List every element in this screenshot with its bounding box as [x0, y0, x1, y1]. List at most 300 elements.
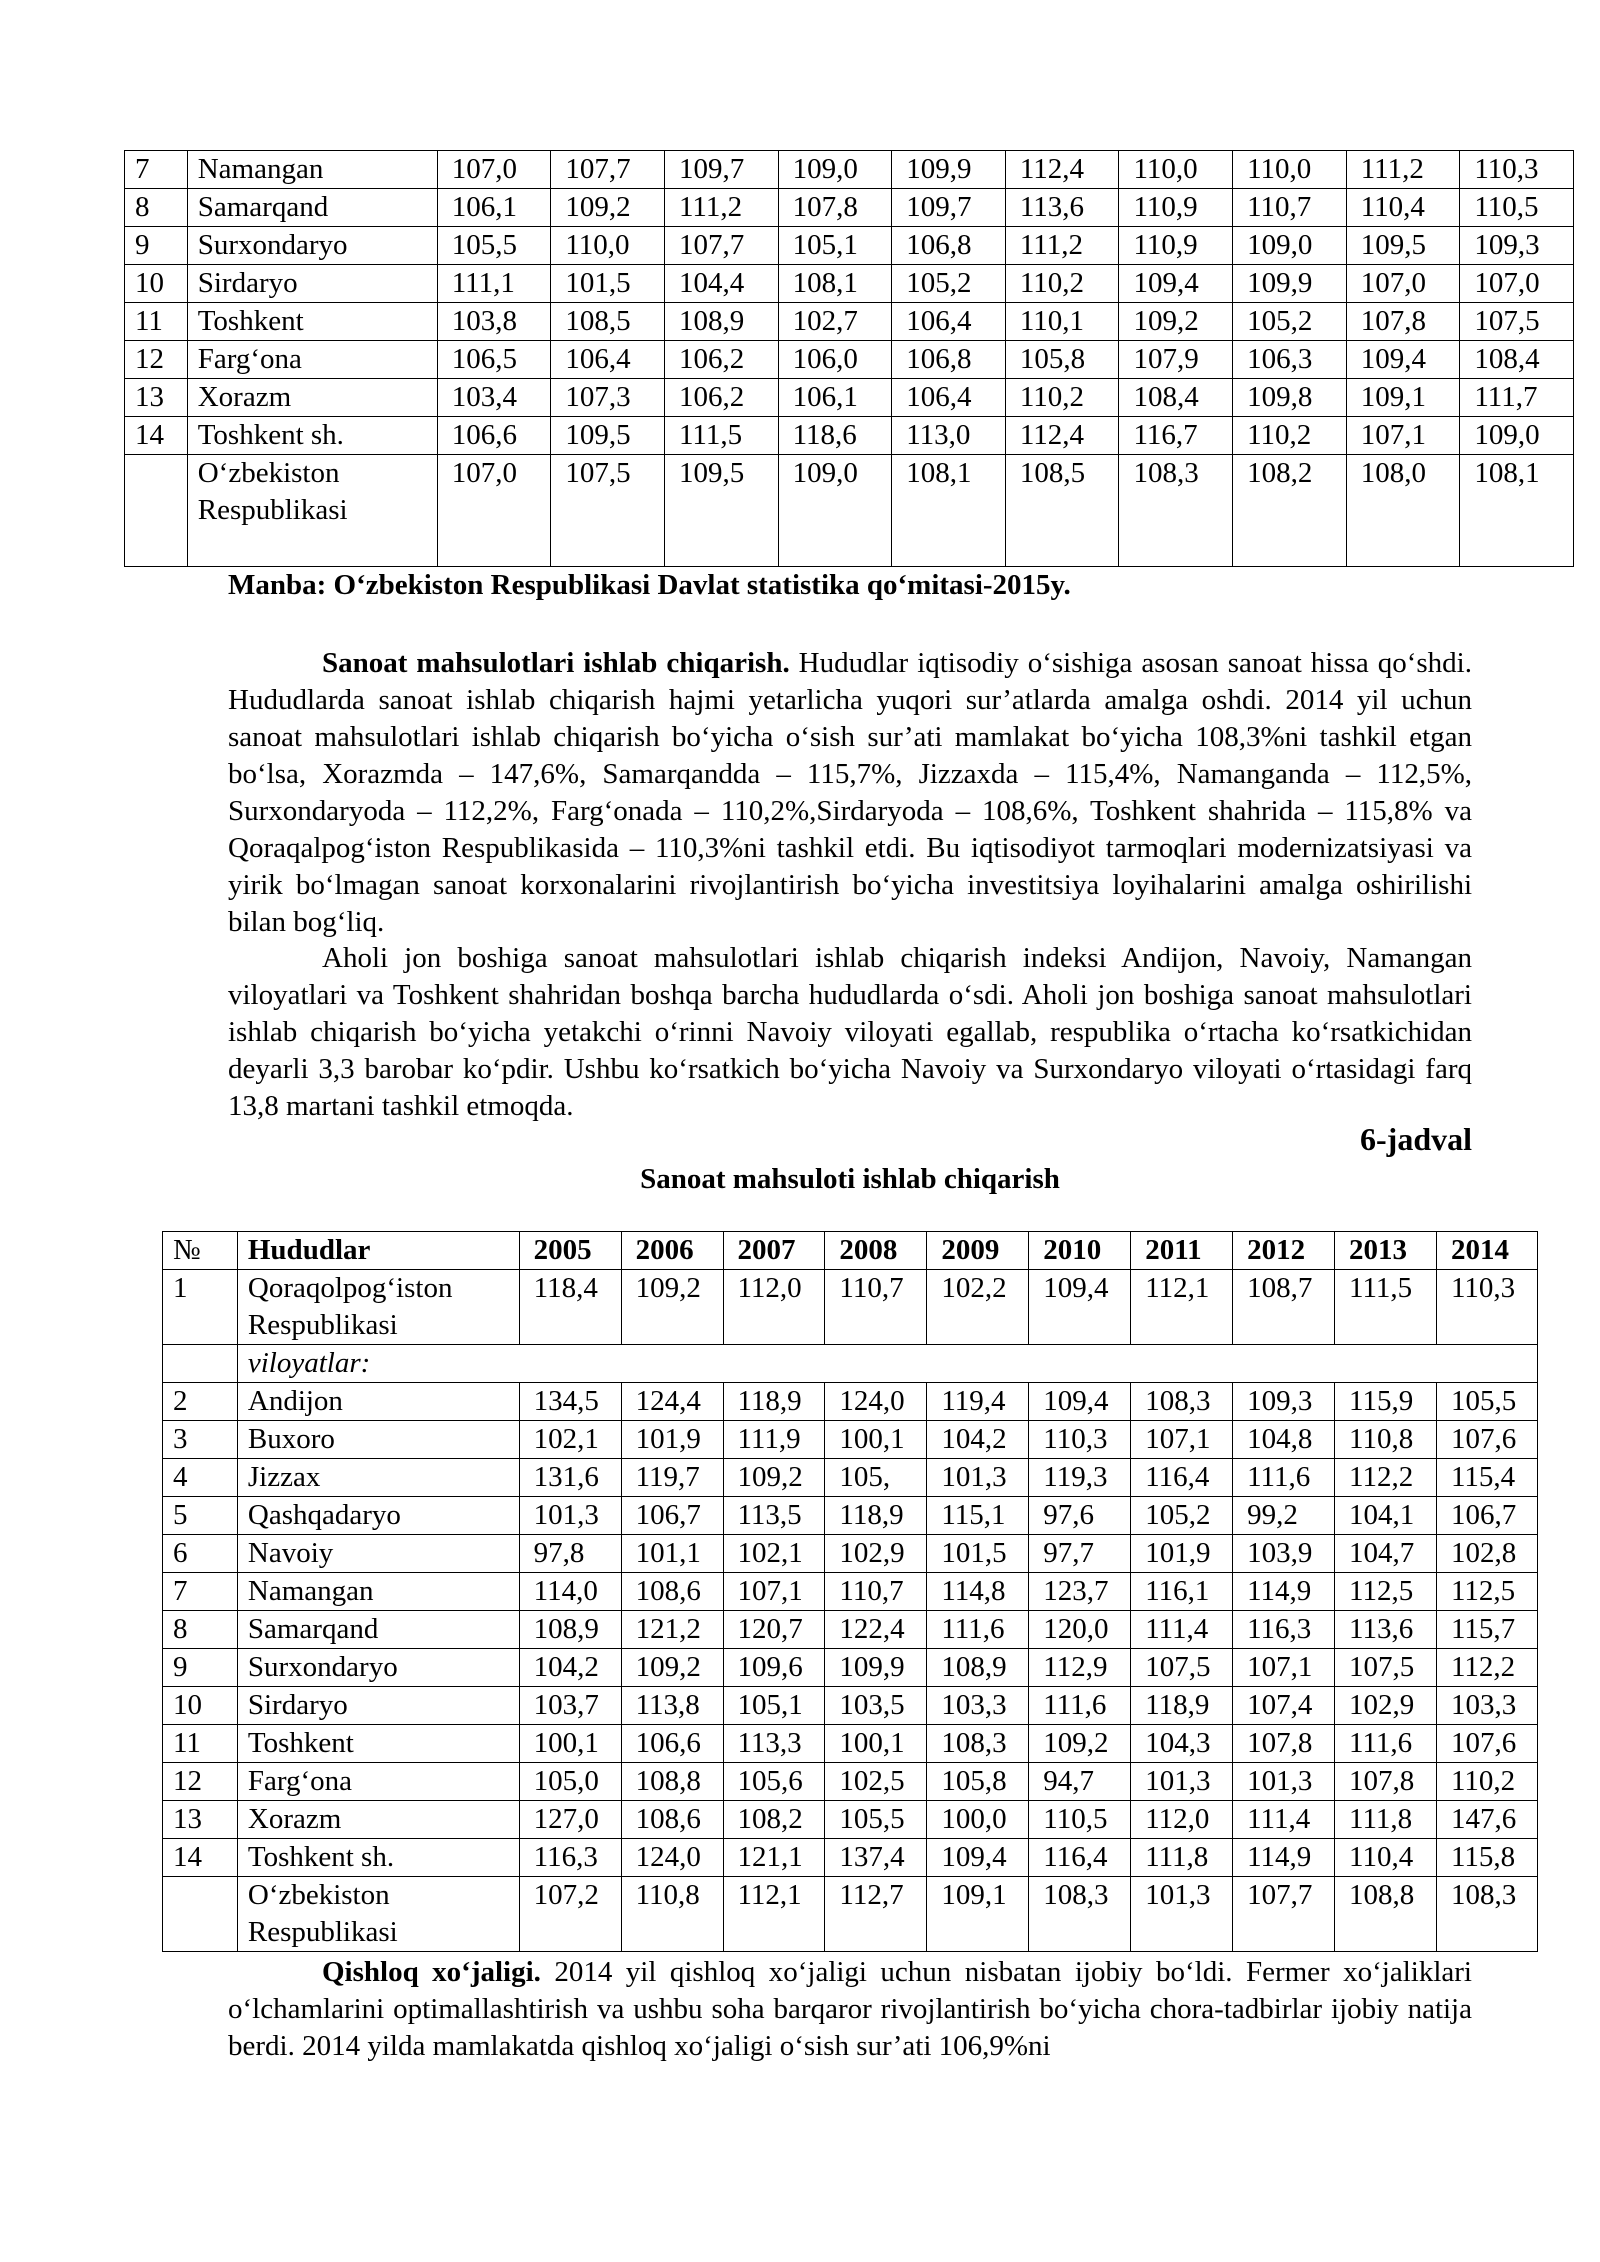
value-cell: 106,5	[437, 341, 551, 379]
value-cell: 106,3	[1233, 341, 1347, 379]
value-cell: 109,1	[1346, 379, 1460, 417]
value-cell: 107,0	[437, 455, 551, 567]
row-number: 14	[163, 1839, 238, 1877]
value-cell: 113,3	[723, 1725, 825, 1763]
value-cell: 102,2	[927, 1270, 1029, 1345]
value-cell: 105,5	[437, 227, 551, 265]
row-number: 13	[163, 1801, 238, 1839]
paragraph-text: 2014 yil qishloq xo‘jaligi uchun nisbatan ijobiy bo‘ldi. Fermer xo‘jaliklari o‘lchamlarini optimallashtirish va ushbu soha barqaror rivojlantirish bo‘yicha chora-tadbirlar ijobiy natija berdi. 2014 yilda mamlakatda qishloq xo‘jaligi o‘sish sur’ati 106,9%ni	[228, 1956, 1472, 2062]
value-cell: 124,0	[621, 1839, 723, 1877]
value-cell: 97,6	[1029, 1497, 1131, 1535]
value-cell: 111,8	[1131, 1839, 1233, 1877]
value-cell: 110,3	[1436, 1270, 1537, 1345]
value-cell: 109,6	[723, 1649, 825, 1687]
value-cell: 114,8	[927, 1573, 1029, 1611]
table-row	[125, 341, 1574, 379]
region-name: Namangan	[187, 151, 437, 189]
row-number: 8	[163, 1611, 238, 1649]
value-cell: 110,8	[1335, 1421, 1437, 1459]
value-cell: 102,8	[1436, 1535, 1537, 1573]
value-cell: 106,1	[437, 189, 551, 227]
value-cell: 112,5	[1436, 1573, 1537, 1611]
value-cell: 109,9	[1233, 265, 1347, 303]
table-row	[163, 1535, 1538, 1573]
value-cell: 110,1	[1005, 303, 1119, 341]
value-cell: 108,9	[927, 1649, 1029, 1687]
value-cell: 101,3	[1131, 1763, 1233, 1801]
value-cell: 115,1	[927, 1497, 1029, 1535]
value-cell: 109,3	[1233, 1383, 1335, 1421]
table-row	[163, 1573, 1538, 1611]
value-cell: 119,3	[1029, 1459, 1131, 1497]
value-cell: 107,8	[1346, 303, 1460, 341]
value-cell: 108,3	[1131, 1383, 1233, 1421]
value-cell: 108,2	[723, 1801, 825, 1839]
value-cell: 109,4	[927, 1839, 1029, 1877]
table-row	[163, 1611, 1538, 1649]
value-cell: 102,5	[825, 1763, 927, 1801]
value-cell: 111,8	[1335, 1801, 1437, 1839]
value-cell: 101,1	[621, 1535, 723, 1573]
value-cell: 110,9	[1119, 189, 1233, 227]
value-cell: 101,3	[1233, 1763, 1335, 1801]
value-cell: 100,1	[519, 1725, 621, 1763]
value-cell: 106,7	[621, 1497, 723, 1535]
row-number: 14	[125, 417, 188, 455]
region-name: Namangan	[237, 1573, 519, 1611]
value-cell: 118,9	[1131, 1687, 1233, 1725]
value-cell: 109,1	[927, 1877, 1029, 1952]
value-cell: 110,2	[1005, 265, 1119, 303]
value-cell: 113,0	[892, 417, 1006, 455]
row-number: 11	[163, 1725, 238, 1763]
value-cell: 147,6	[1436, 1801, 1537, 1839]
value-cell: 105,	[825, 1459, 927, 1497]
region-name: Samarqand	[187, 189, 437, 227]
value-cell: 104,1	[1335, 1497, 1437, 1535]
value-cell: 131,6	[519, 1459, 621, 1497]
value-cell: 101,3	[927, 1459, 1029, 1497]
value-cell: 111,5	[664, 417, 778, 455]
value-cell: 108,8	[1335, 1877, 1437, 1952]
value-cell: 107,5	[551, 455, 665, 567]
value-cell: 108,3	[1436, 1877, 1537, 1952]
value-cell: 100,0	[927, 1801, 1029, 1839]
value-cell: 107,7	[551, 151, 665, 189]
value-cell: 107,5	[1335, 1649, 1437, 1687]
value-cell: 108,3	[1119, 455, 1233, 567]
region-name: Buxoro	[237, 1421, 519, 1459]
value-cell: 109,9	[892, 151, 1006, 189]
row-number	[125, 455, 188, 567]
value-cell: 115,9	[1335, 1383, 1437, 1421]
value-cell: 109,2	[1029, 1725, 1131, 1763]
value-cell: 107,8	[778, 189, 892, 227]
value-cell: 107,6	[1436, 1725, 1537, 1763]
value-cell: 105,1	[778, 227, 892, 265]
value-cell: 108,4	[1460, 341, 1574, 379]
value-cell: 104,2	[519, 1649, 621, 1687]
value-cell: 105,5	[825, 1801, 927, 1839]
value-cell: 110,0	[551, 227, 665, 265]
value-cell: 106,2	[664, 341, 778, 379]
value-cell: 109,7	[664, 151, 778, 189]
value-cell: 110,2	[1436, 1763, 1537, 1801]
value-cell: 109,4	[1346, 341, 1460, 379]
table-row	[125, 151, 1574, 189]
column-header-year: 2012	[1233, 1232, 1335, 1270]
value-cell: 111,6	[927, 1611, 1029, 1649]
value-cell: 106,7	[1436, 1497, 1537, 1535]
table-row	[163, 1725, 1538, 1763]
value-cell: 107,0	[1346, 265, 1460, 303]
value-cell: 110,5	[1029, 1801, 1131, 1839]
section-label: viloyatlar:	[237, 1345, 1537, 1383]
region-name: Xorazm	[187, 379, 437, 417]
value-cell: 107,7	[664, 227, 778, 265]
value-cell: 124,4	[621, 1383, 723, 1421]
value-cell: 102,1	[519, 1421, 621, 1459]
value-cell: 109,2	[551, 189, 665, 227]
table-total-row	[125, 455, 1574, 567]
value-cell: 110,7	[1233, 189, 1347, 227]
value-cell: 112,1	[1131, 1270, 1233, 1345]
value-cell: 106,0	[778, 341, 892, 379]
value-cell: 107,1	[723, 1573, 825, 1611]
value-cell: 112,0	[1131, 1801, 1233, 1839]
value-cell: 113,5	[723, 1497, 825, 1535]
table-row	[163, 1497, 1538, 1535]
table-row	[163, 1270, 1538, 1345]
value-cell: 108,7	[1233, 1270, 1335, 1345]
row-number: 3	[163, 1421, 238, 1459]
value-cell: 108,5	[551, 303, 665, 341]
table-row	[163, 1801, 1538, 1839]
value-cell: 112,7	[825, 1877, 927, 1952]
value-cell: 121,2	[621, 1611, 723, 1649]
value-cell: 107,0	[1460, 265, 1574, 303]
region-name: Toshkent	[237, 1725, 519, 1763]
value-cell: 111,7	[1460, 379, 1574, 417]
row-number: 8	[125, 189, 188, 227]
value-cell: 109,2	[723, 1459, 825, 1497]
value-cell: 104,8	[1233, 1421, 1335, 1459]
value-cell: 107,2	[519, 1877, 621, 1952]
value-cell: 107,1	[1131, 1421, 1233, 1459]
value-cell: 107,1	[1233, 1649, 1335, 1687]
value-cell: 108,6	[621, 1801, 723, 1839]
value-cell: 101,5	[927, 1535, 1029, 1573]
row-number: 6	[163, 1535, 238, 1573]
table-number-label: 6-jadval	[1360, 1121, 1472, 1157]
value-cell: 105,1	[723, 1687, 825, 1725]
value-cell: 106,6	[621, 1725, 723, 1763]
value-cell: 101,3	[1131, 1877, 1233, 1952]
value-cell: 107,4	[1233, 1687, 1335, 1725]
value-cell: 110,2	[1233, 417, 1347, 455]
value-cell: 104,4	[664, 265, 778, 303]
value-cell: 111,4	[1131, 1611, 1233, 1649]
value-cell: 114,0	[519, 1573, 621, 1611]
value-cell: 105,8	[1005, 341, 1119, 379]
value-cell: 116,7	[1119, 417, 1233, 455]
value-cell: 107,7	[1233, 1877, 1335, 1952]
value-cell: 105,2	[1233, 303, 1347, 341]
paragraph-industrial-production	[228, 645, 1472, 941]
value-cell: 110,0	[1233, 151, 1347, 189]
region-name: Toshkent	[187, 303, 437, 341]
value-cell: 108,2	[1233, 455, 1347, 567]
value-cell: 104,2	[927, 1421, 1029, 1459]
value-cell: 109,4	[1029, 1383, 1131, 1421]
value-cell: 116,3	[1233, 1611, 1335, 1649]
value-cell: 108,3	[927, 1725, 1029, 1763]
value-cell: 134,5	[519, 1383, 621, 1421]
region-name: Navoiy	[237, 1535, 519, 1573]
value-cell: 105,5	[1436, 1383, 1537, 1421]
value-cell: 106,8	[892, 341, 1006, 379]
value-cell: 107,5	[1131, 1649, 1233, 1687]
value-cell: 119,7	[621, 1459, 723, 1497]
value-cell: 107,8	[1233, 1725, 1335, 1763]
value-cell: 107,5	[1460, 303, 1574, 341]
row-number: 12	[163, 1763, 238, 1801]
value-cell: 94,7	[1029, 1763, 1131, 1801]
table-row	[163, 1763, 1538, 1801]
value-cell: 101,3	[519, 1497, 621, 1535]
value-cell: 110,0	[1119, 151, 1233, 189]
value-cell: 109,2	[1119, 303, 1233, 341]
value-cell: 109,0	[778, 455, 892, 567]
table-total-row	[163, 1877, 1538, 1952]
row-number: 1	[163, 1270, 238, 1345]
row-number: 13	[125, 379, 188, 417]
value-cell: 103,9	[1233, 1535, 1335, 1573]
value-cell: 111,6	[1233, 1459, 1335, 1497]
value-cell: 106,8	[892, 227, 1006, 265]
value-cell: 102,7	[778, 303, 892, 341]
value-cell: 103,3	[927, 1687, 1029, 1725]
value-cell: 103,8	[437, 303, 551, 341]
value-cell: 123,7	[1029, 1573, 1131, 1611]
value-cell: 116,3	[519, 1839, 621, 1877]
value-cell: 109,9	[825, 1649, 927, 1687]
value-cell: 111,1	[437, 265, 551, 303]
value-cell: 101,9	[621, 1421, 723, 1459]
value-cell: 109,8	[1233, 379, 1347, 417]
column-header-year: 2014	[1436, 1232, 1537, 1270]
value-cell: 101,9	[1131, 1535, 1233, 1573]
value-cell: 108,0	[1346, 455, 1460, 567]
paragraph-per-capita	[228, 940, 1472, 1125]
value-cell: 103,5	[825, 1687, 927, 1725]
region-name: Andijon	[237, 1383, 519, 1421]
value-cell: 112,2	[1335, 1459, 1437, 1497]
row-number	[163, 1877, 238, 1952]
column-header-year: 2013	[1335, 1232, 1437, 1270]
paragraph-text: Aholi jon boshiga sanoat mahsulotlari ishlab chiqarish indeksi Andijon, Navoiy, Namangan viloyatlari va Toshkent shahridan boshqa barcha hududlarda o‘sdi. Aholi jon boshiga sanoat mahsulotlari ishlab chiqarish bo‘yicha yetakchi o‘rinni Navoiy viloyati egallab, respublika o‘rtacha ko‘rsatkichidan deyarli 3,3 barobar ko‘pdir. Ushbu ko‘rsatkich bo‘yicha Navoiy va Surxondaryo viloyati o‘rtasidagi farq 13,8 martani tashkil etmoqda.	[228, 942, 1472, 1122]
value-cell: 107,6	[1436, 1421, 1537, 1459]
table-row	[125, 189, 1574, 227]
column-header-year: 2005	[519, 1232, 621, 1270]
value-cell: 103,3	[1436, 1687, 1537, 1725]
column-header-year: 2006	[621, 1232, 723, 1270]
row-number: 2	[163, 1383, 238, 1421]
value-cell: 118,9	[723, 1383, 825, 1421]
value-cell: 107,9	[1119, 341, 1233, 379]
value-cell: 109,0	[1460, 417, 1574, 455]
value-cell: 110,3	[1029, 1421, 1131, 1459]
region-name: Toshkent sh.	[237, 1839, 519, 1877]
value-cell: 109,4	[1029, 1270, 1131, 1345]
value-cell: 108,9	[664, 303, 778, 341]
value-cell: 137,4	[825, 1839, 927, 1877]
value-cell: 110,4	[1335, 1839, 1437, 1877]
value-cell: 112,0	[723, 1270, 825, 1345]
region-name: Jizzax	[237, 1459, 519, 1497]
paragraph-agriculture	[228, 1954, 1472, 2065]
value-cell: 111,9	[723, 1421, 825, 1459]
value-cell: 97,8	[519, 1535, 621, 1573]
paragraph-heading: Qishloq xo‘jaligi.	[322, 1956, 541, 1988]
value-cell: 97,7	[1029, 1535, 1131, 1573]
value-cell: 116,1	[1131, 1573, 1233, 1611]
regional-growth-table-continued	[124, 150, 1574, 567]
row-number: 5	[163, 1497, 238, 1535]
value-cell: 110,3	[1460, 151, 1574, 189]
value-cell: 112,2	[1436, 1649, 1537, 1687]
value-cell: 105,6	[723, 1763, 825, 1801]
value-cell: 112,1	[723, 1877, 825, 1952]
table-row	[163, 1649, 1538, 1687]
region-name: Xorazm	[237, 1801, 519, 1839]
value-cell: 114,9	[1233, 1573, 1335, 1611]
value-cell: 127,0	[519, 1801, 621, 1839]
column-header-year: 2007	[723, 1232, 825, 1270]
row-number: 7	[163, 1573, 238, 1611]
row-number: 11	[125, 303, 188, 341]
value-cell: 112,4	[1005, 151, 1119, 189]
value-cell: 110,5	[1460, 189, 1574, 227]
value-cell: 105,8	[927, 1763, 1029, 1801]
value-cell: 109,0	[1233, 227, 1347, 265]
value-cell: 108,6	[621, 1573, 723, 1611]
value-cell: 109,5	[664, 455, 778, 567]
value-cell: 105,2	[892, 265, 1006, 303]
table-row	[163, 1687, 1538, 1725]
value-cell: 122,4	[825, 1611, 927, 1649]
value-cell: 120,7	[723, 1611, 825, 1649]
value-cell: 109,5	[551, 417, 665, 455]
value-cell: 108,1	[1460, 455, 1574, 567]
value-cell: 104,3	[1131, 1725, 1233, 1763]
table-row	[125, 265, 1574, 303]
region-name: Toshkent sh.	[187, 417, 437, 455]
value-cell: 113,6	[1005, 189, 1119, 227]
value-cell: 109,0	[778, 151, 892, 189]
table-section-row	[163, 1345, 1538, 1383]
table-title: Sanoat mahsuloti ishlab chiqarish	[640, 1163, 1060, 1195]
region-name: Farg‘ona	[237, 1763, 519, 1801]
value-cell: 116,4	[1029, 1839, 1131, 1877]
value-cell: 118,4	[519, 1270, 621, 1345]
value-cell: 107,3	[551, 379, 665, 417]
value-cell: 109,2	[621, 1270, 723, 1345]
value-cell: 100,1	[825, 1421, 927, 1459]
value-cell: 110,4	[1346, 189, 1460, 227]
value-cell: 102,9	[1335, 1687, 1437, 1725]
value-cell: 108,3	[1029, 1877, 1131, 1952]
value-cell: 110,9	[1119, 227, 1233, 265]
value-cell: 104,7	[1335, 1535, 1437, 1573]
value-cell: 111,2	[1005, 227, 1119, 265]
value-cell: 109,7	[892, 189, 1006, 227]
table-row	[125, 303, 1574, 341]
value-cell: 124,0	[825, 1383, 927, 1421]
value-cell: 111,2	[664, 189, 778, 227]
column-header-year: 2009	[927, 1232, 1029, 1270]
value-cell: 112,5	[1335, 1573, 1437, 1611]
table-row	[125, 379, 1574, 417]
value-cell: 102,9	[825, 1535, 927, 1573]
value-cell: 118,9	[825, 1497, 927, 1535]
paragraph-heading: Sanoat mahsulotlari ishlab chiqarish.	[322, 647, 790, 679]
value-cell: 111,4	[1233, 1801, 1335, 1839]
value-cell: 109,3	[1460, 227, 1574, 265]
row-number: 7	[125, 151, 188, 189]
column-header-year: 2008	[825, 1232, 927, 1270]
value-cell: 108,1	[892, 455, 1006, 567]
value-cell: 108,8	[621, 1763, 723, 1801]
row-number: 9	[163, 1649, 238, 1687]
value-cell: 115,4	[1436, 1459, 1537, 1497]
table-row	[163, 1421, 1538, 1459]
value-cell: 110,7	[825, 1270, 927, 1345]
value-cell: 108,9	[519, 1611, 621, 1649]
value-cell: 110,2	[1005, 379, 1119, 417]
value-cell: 110,7	[825, 1573, 927, 1611]
table-row	[163, 1839, 1538, 1877]
value-cell: 108,5	[1005, 455, 1119, 567]
value-cell: 115,8	[1436, 1839, 1537, 1877]
value-cell: 109,5	[1346, 227, 1460, 265]
value-cell: 109,2	[621, 1649, 723, 1687]
value-cell: 100,1	[825, 1725, 927, 1763]
region-name: Samarqand	[237, 1611, 519, 1649]
region-name: Qoraqolpog‘iston Respublikasi	[237, 1270, 519, 1345]
row-number: 10	[125, 265, 188, 303]
value-cell: 121,1	[723, 1839, 825, 1877]
value-cell: 114,9	[1233, 1839, 1335, 1877]
value-cell: 111,6	[1029, 1687, 1131, 1725]
value-cell: 119,4	[927, 1383, 1029, 1421]
row-number: 12	[125, 341, 188, 379]
row-number: 9	[125, 227, 188, 265]
value-cell: 105,0	[519, 1763, 621, 1801]
region-name: Surxondaryo	[187, 227, 437, 265]
value-cell: 106,1	[778, 379, 892, 417]
value-cell: 111,5	[1335, 1270, 1437, 1345]
value-cell: 111,6	[1335, 1725, 1437, 1763]
region-name: Surxondaryo	[237, 1649, 519, 1687]
industrial-production-table	[162, 1231, 1538, 1952]
value-cell: 110,8	[621, 1877, 723, 1952]
table-row	[125, 417, 1574, 455]
value-cell: 108,4	[1119, 379, 1233, 417]
value-cell: 112,4	[1005, 417, 1119, 455]
value-cell: 107,1	[1346, 417, 1460, 455]
value-cell: 103,4	[437, 379, 551, 417]
